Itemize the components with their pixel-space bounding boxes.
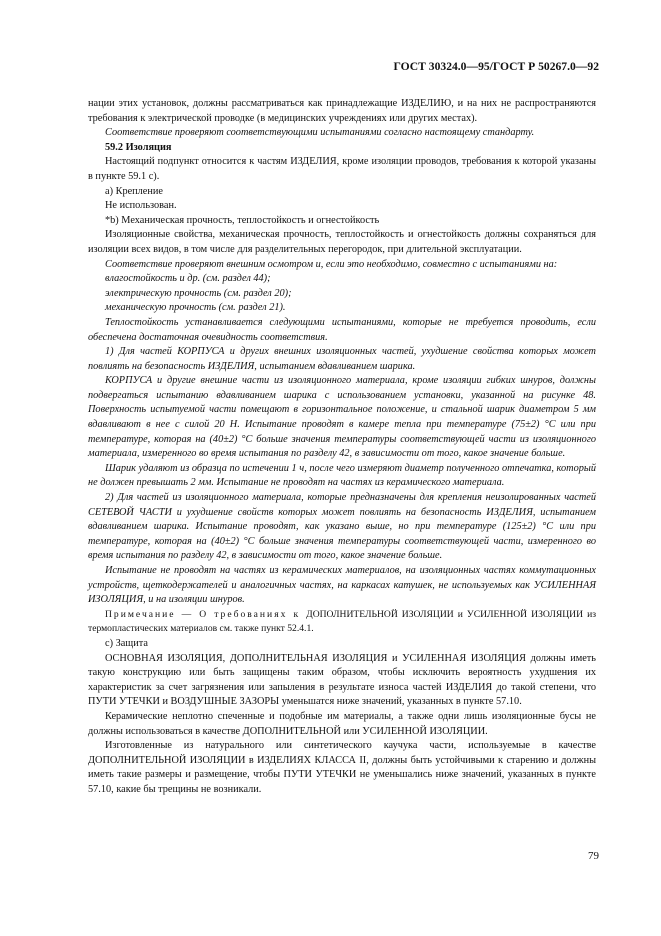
note-label: Примечание — О требованиях к	[105, 608, 307, 620]
subsection-heading: *b) Механическая прочность, теплостойкость и огнестойкость	[105, 214, 380, 226]
section-heading: 59.2 Изоляция	[105, 141, 172, 153]
paragraph: Соответствие проверяют внешним осмотром и, если это необходимо, совместно с испытаниями на:	[105, 258, 558, 270]
paragraph: 2) Для частей из изоляционного материала, которые предназначены для крепления неизолированных частей СЕТЕВОЙ ЧАСТИ и ухудшение свойств которых может повлиять на безопасность ИЗДЕЛИЯ, испытанием вдавливанием шарика. Испытание проводят, как указано выше, но при температуре (125±2) °С или при температуре, которая на (40±2) °С больше значения температуры соответствующей части, измеренного во время испытания по разделу 42, в зависимости от того, какое значение больше.	[88, 492, 596, 562]
paragraph: Изоляционные свойства, механическая прочность, теплостойкость и огнестойкость должны сохраняться для изоляции всех видов, в том числе для разделительных перегородок, при длительной эксплуатации.	[88, 229, 596, 255]
paragraph: Изготовленные из натурального или синтетического каучука части, используемые в качестве ДОПОЛНИТЕЛЬНОЙ ИЗОЛЯЦИИ в ИЗДЕЛИЯХ КЛАССА II, должны быть устойчивыми к старению и должны иметь такие размеры и размещение, чтобы ПУТИ УТЕЧКИ не уменьшались ниже значений, указанных в пункте 57.10, какие бы трещины не возникали.	[88, 740, 596, 795]
paragraph: Соответствие проверяют соответствующими испытаниями согласно настоящему стандарту.	[105, 127, 535, 139]
paragraph: Шарик удаляют из образца по истечении 1 ч, после чего измеряют диаметр полученного отпечатка, который не должен превышать 2 мм. Испытание не проводят на частях из керамического материала.	[88, 462, 596, 489]
list-item: влагостойкость и др. (см. раздел 44);	[105, 273, 271, 285]
page-number: 79	[588, 850, 599, 862]
paragraph: Настоящий подпункт относится к частям ИЗДЕЛИЯ, кроме изоляции проводов, требования к которой указаны в пункте 59.1 с).	[88, 156, 596, 182]
paragraph: Испытание не проводят на частях из керамических материалов, на изоляционных частях коммутационных устройств, щеткодержателей и аналогичных частях, на каркасах катушек, не используемых как УСИЛЕННАЯ ИЗОЛЯЦИЯ, и на изоляции шнуров.	[88, 565, 596, 606]
note	[88, 608, 596, 637]
paragraph: Керамические неплотно спеченные и подобные им материалы, а также одни лишь изоляционные бусы не должны использоваться в качестве ДОПОЛНИТЕЛЬНОЙ или УСИЛЕННОЙ ИЗОЛЯЦИИ.	[88, 710, 596, 737]
paragraph: Не использован.	[105, 200, 177, 212]
paragraph: нации этих установок, должны рассматриваться как принадлежащие ИЗДЕЛИЮ, и на них не распространяются требования к электрической проводке (в медицинских учреждениях или других местах).	[88, 98, 596, 124]
paragraph: 1) Для частей КОРПУСА и других внешних изоляционных частей, ухудшение свойства которых может повлиять на безопасность ИЗДЕЛИЯ, испытанием вдавливанием шарика.	[88, 346, 596, 372]
paragraph: ОСНОВНАЯ ИЗОЛЯЦИЯ, ДОПОЛНИТЕЛЬНАЯ ИЗОЛЯЦИЯ и УСИЛЕННАЯ ИЗОЛЯЦИЯ должны иметь такую конструкцию или быть защищены таким образом, чтобы исключить вероятность ухудшения их характеристик за счет загрязнения или запыления в результате износа частей ИЗДЕЛИЯ до такой степени, что ПУТИ УТЕЧКИ и ВОЗДУШНЫЕ ЗАЗОРЫ уменьшатся ниже значений, указанных в пункте 57.10.	[88, 652, 596, 708]
document-body	[88, 97, 596, 798]
paragraph: Теплостойкость устанавливается следующими испытаниями, которые не требуется проводить, если обеспечена достаточная очевидность соответствия.	[88, 316, 596, 343]
document-header: ГОСТ 30324.0—95/ГОСТ Р 50267.0—92	[393, 60, 599, 73]
paragraph: КОРПУСА и другие внешние части из изоляционного материала, кроме изоляции гибких шнуров, должны подвергаться испытанию вдавливанием шарика с использованием установки, указанной на рисунке 48. Поверхность испытуемой части помещают в горизонтальное положение, и стальной шарик диаметром 5 мм вдавливают в нее с силой 20 Н. Испытание проводят в камере тепла при температуре (75±2) °С или при температуре, которая на (40±2) °С больше значения температуры соответствующей части из изоляционного материала, измеренного во время испытания по разделу 42, в зависимости от того, какое значение больше.	[88, 375, 596, 460]
list-item: электрическую прочность (см. раздел 20);	[105, 287, 292, 299]
note-text: ДОПОЛНИТЕЛЬНОЙ ИЗОЛЯЦИИ и УСИЛЕННОЙ ИЗОЛЯЦИИ из термопластических материалов см. также пункт 52.4.1.	[88, 608, 596, 635]
subsection-heading: а) Крепление	[105, 185, 163, 197]
list-item: механическую прочность (см. раздел 21).	[105, 302, 286, 314]
subsection-heading: с) Защита	[105, 637, 148, 649]
